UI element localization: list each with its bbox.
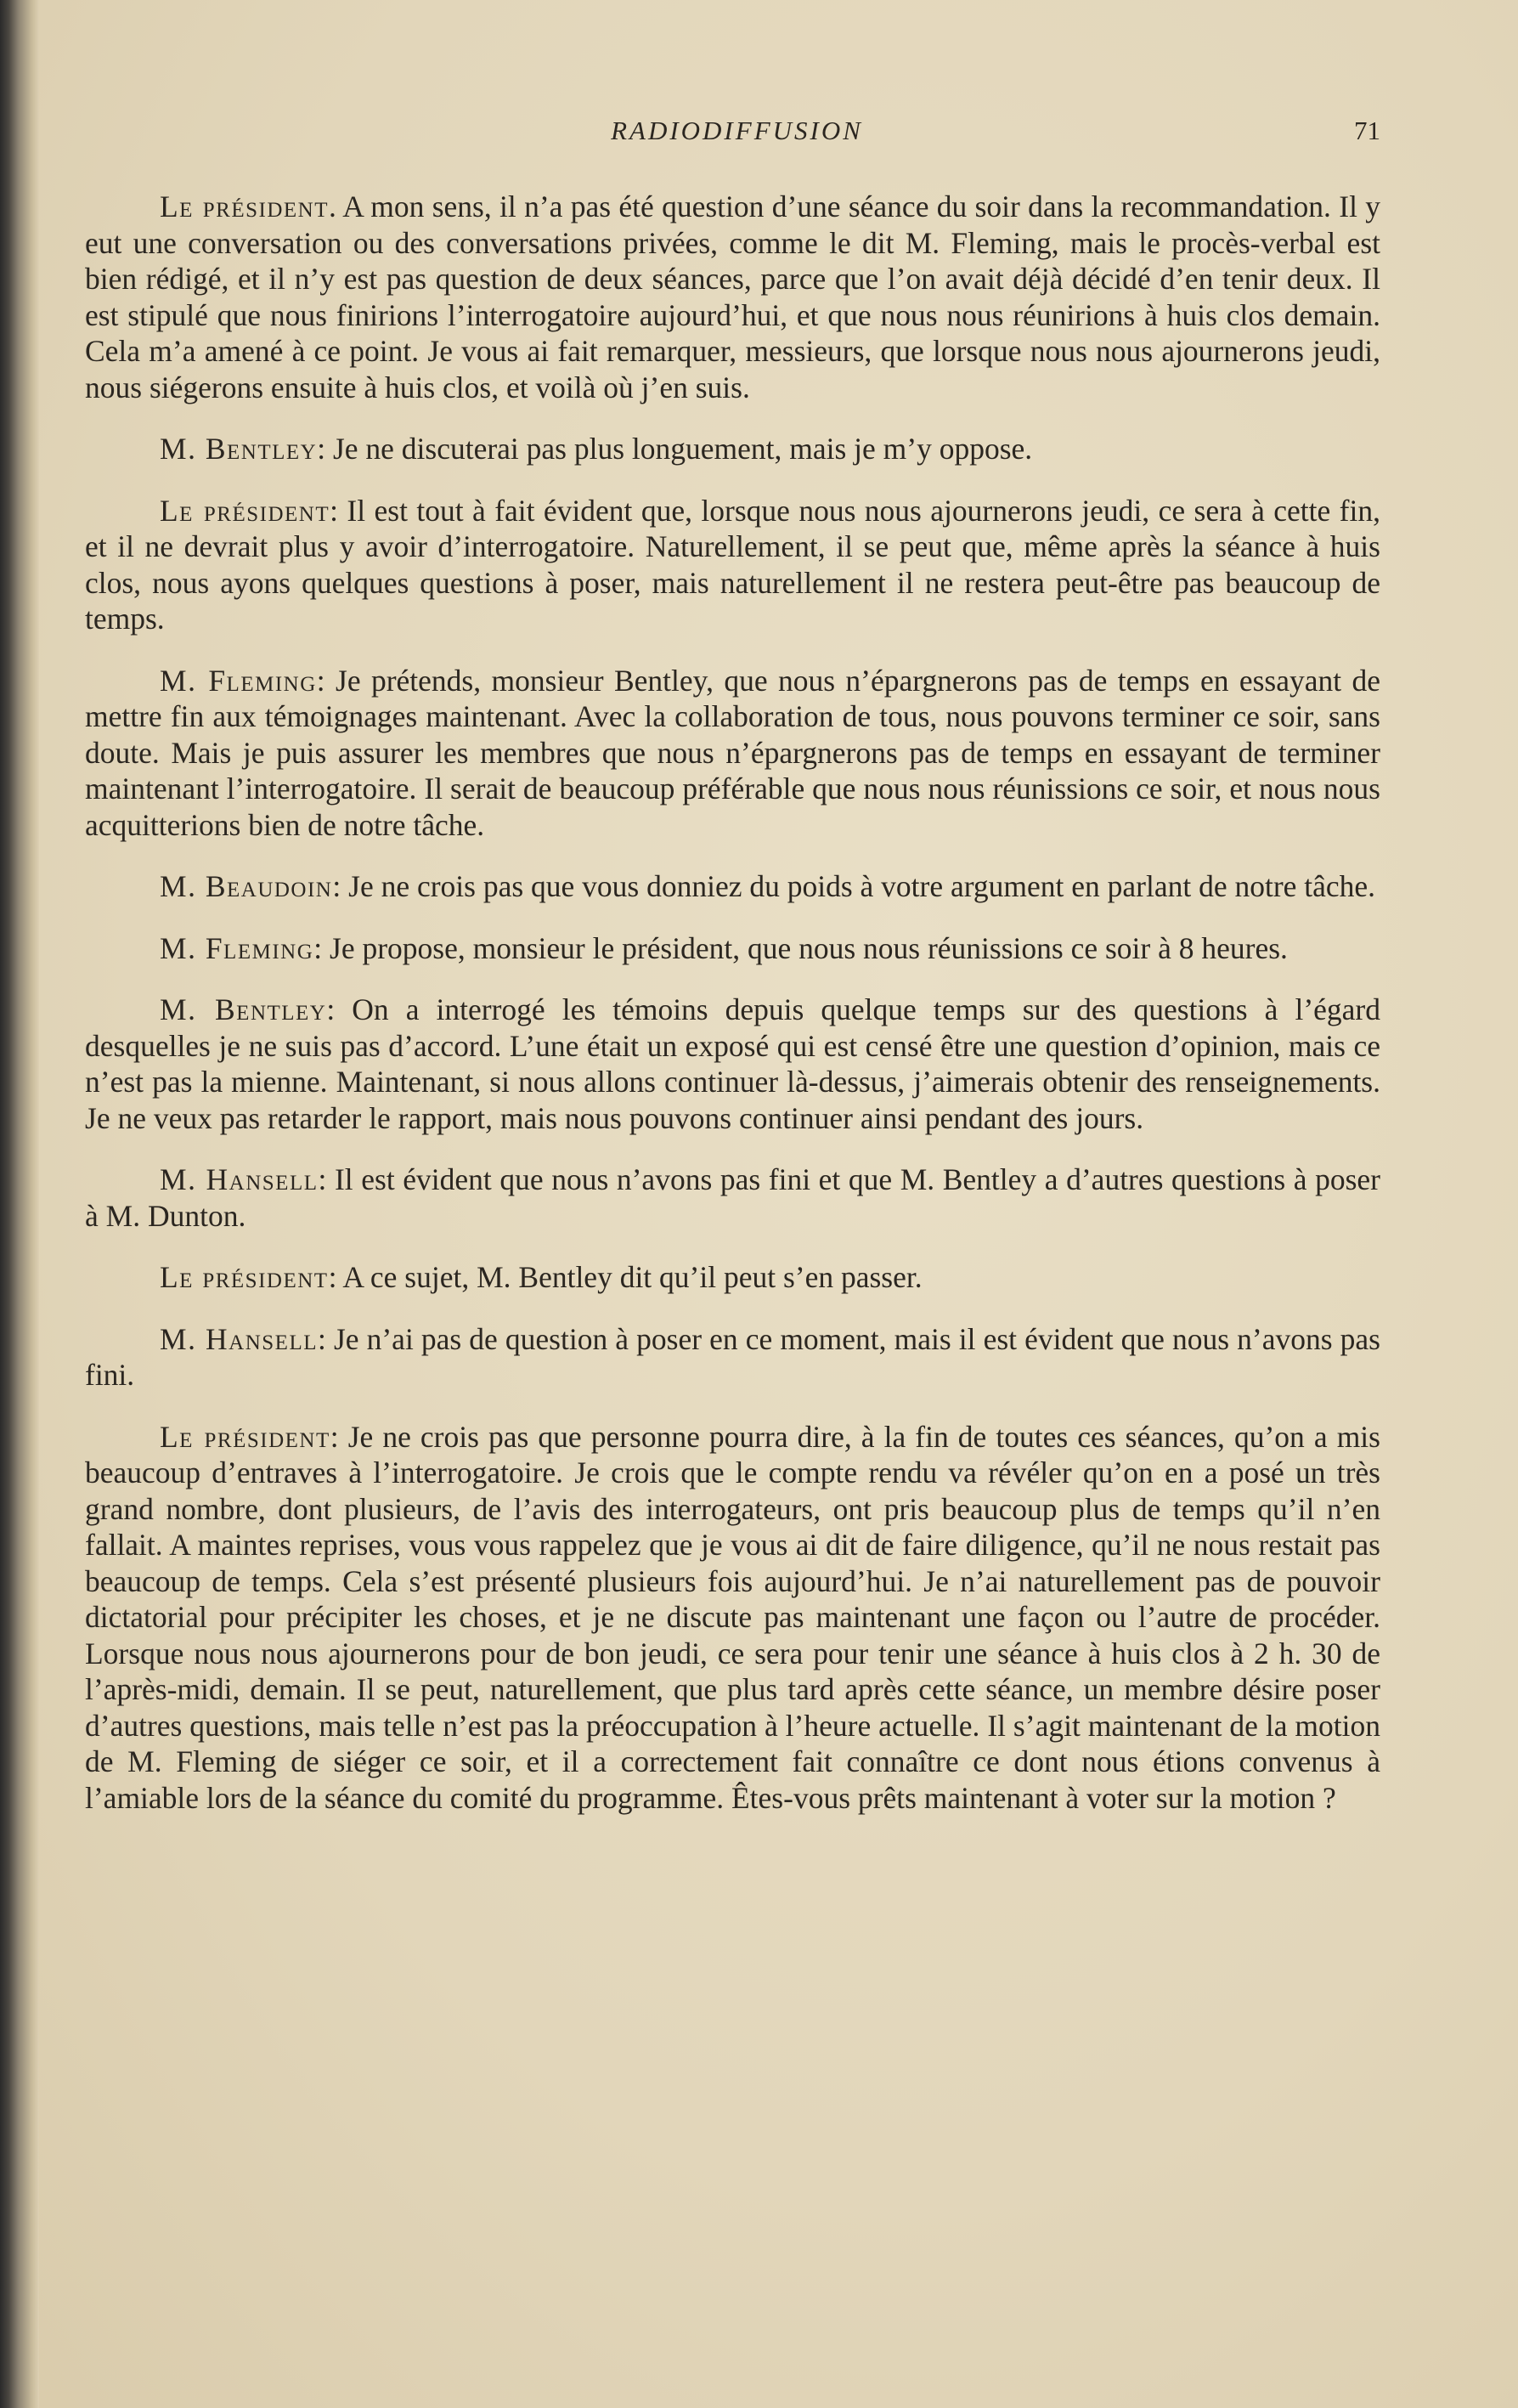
paragraph-text: Je ne discuterai pas plus longuement, mais je m’y oppose. (332, 432, 1033, 466)
paragraph-president-1 (85, 189, 1380, 405)
speaker-name: M. Fleming (160, 930, 314, 965)
paragraph-hansell-2 (85, 1321, 1380, 1393)
paragraph-president-4 (85, 1419, 1380, 1817)
speaker-name: M. Hansell (160, 1162, 319, 1196)
paragraph-text: Il est tout à fait évident que, lorsque nous nous ajournerons jeudi, ce sera à cette fin, et il ne devrait plus y avoir d’interrogatoire. Naturellement, il se peut que, même après la séance à huis clos, nous ayons quelques questions à poser, mais naturellement il ne restera peut-être pas beaucoup de temps. (85, 493, 1380, 636)
paragraph-text: On a interrogé les témoins depuis quelque temps sur des questions à l’égard desquelles je ne suis pas d’accord. L’une était un exposé qui est censé être une question d’opinion, mais ce n’est pas la mienne. Maintenant, si nous allons continuer là-dessus, j’aimerais obtenir des renseignements. Je ne veux pas retarder le rapport, mais nous pouvons continuer ainsi pendant des jours. (85, 992, 1380, 1135)
speaker-name: M. Beaudoin (160, 869, 333, 903)
paragraph-bentley-2 (85, 992, 1380, 1136)
paragraph-text: Je propose, monsieur le président, que nous nous réunissions ce soir à 8 heures. (330, 930, 1288, 965)
speaker-separator: : (313, 930, 330, 965)
speaker-name: Le président (160, 189, 330, 223)
paragraph-text: Je prétends, monsieur Bentley, que nous n’épargnerons pas de temps en essayant de mettre fin aux témoignages maintenant. Avec la collaboration de tous, nous pouvons terminer ce soir, sans doute. Mais je puis assurer les membres que nous n’épargnerons pas de temps en essayant de terminer maintenant l’interrogatoire. Il serait de beaucoup préférable que nous nous réunissions ce soir, et nous nous acquitterions bien de notre tâche. (85, 663, 1380, 842)
paragraph-text: Je ne crois pas que vous donniez du poids à votre argument en parlant de notre tâche. (348, 869, 1376, 903)
speaker-name: Le président (160, 1260, 329, 1294)
paragraph-bentley-1 (85, 431, 1380, 467)
speaker-separator: : (316, 663, 336, 698)
paragraph-text: A mon sens, il n’a pas été question d’une séance du soir dans la recommandation. Il y eut une conversation ou des conversations privées, comme le dit M. Fleming, mais le procès-verbal est bien rédigé, et il n’y est pas question de deux séances, parce que l’on avait déjà décidé d’en tenir deux. Il est stipulé que nous finirions l’interrogatoire aujourd’hui, et que nous nous réunirions à huis clos demain. Cela m’a amené à ce point. Je vous ai fait remarquer, messieurs, que lorsque nous nous ajournerons jeudi, nous siégerons ensuite à huis clos, et voilà où j’en suis. (85, 189, 1381, 404)
speaker-separator: : (318, 1162, 335, 1196)
speaker-separator: : (330, 1419, 348, 1454)
transcript-body (85, 189, 1380, 1841)
paragraph-president-2 (85, 493, 1380, 637)
paragraph-fleming-2 (85, 930, 1380, 967)
page-number: 71 (1354, 116, 1380, 145)
speaker-separator: : (330, 493, 347, 528)
speaker-name: M. Fleming (160, 663, 317, 698)
paragraph-president-3 (85, 1259, 1380, 1296)
speaker-separator: . (329, 189, 343, 223)
paragraph-text: Je ne crois pas que personne pourra dire, à la fin de toutes ces séances, qu’on a mis beaucoup d’entraves à l’interrogatoire. Je crois que le compte rendu va révéler qu’on en a posé un très grand nombre, dont plusieurs, de l’avis des interrogateurs, ont pris beaucoup plus de temps qu’il n’en fallait. A maintes reprises, vous vous rappelez que je vous ai dit de faire diligence, qu’il ne nous restait pas beaucoup de temps. Cela s’est présenté plusieurs fois aujourd’hui. Je n’ai naturellement pas de pouvoir dictatorial pour précipiter les choses, et je ne discute pas maintenant une façon ou l’autre de procéder. Lorsque nous nous ajournerons pour de bon jeudi, ce sera pour tenir une séance à huis clos à 2 h. 30 de l’après-midi, demain. Il se peut, naturellement, que plus tard après cette séance, un membre désire poser d’autres questions, mais telle n’est pas la préoccupation à l’heure actuelle. Il s’agit maintenant de la motion de M. Fleming de siéger ce soir, et il a correctement fait connaître ce dont nous étions convenus à l’amiable lors de la séance du comité du programme. Êtes-vous prêts maintenant à voter sur la motion ? (85, 1419, 1380, 1815)
running-title: RADIODIFFUSION (611, 116, 863, 145)
speaker-name: M. Bentley (160, 432, 318, 466)
speaker-separator: : (317, 432, 333, 466)
paragraph-text: A ce sujet, M. Bentley dit qu’il peut s’en passer. (342, 1260, 923, 1294)
speaker-name: M. Hansell (160, 1321, 318, 1356)
page-binding-shadow (0, 0, 39, 2408)
speaker-separator: : (318, 1321, 334, 1356)
paragraph-hansell-1 (85, 1162, 1380, 1234)
paragraph-text: Il est évident que nous n’avons pas fini et que M. Bentley a d’autres questions à poser à M. Dunton. (85, 1162, 1380, 1233)
speaker-name: Le président (160, 1419, 330, 1454)
paragraph-text: Je n’ai pas de question à poser en ce moment, mais il est évident que nous n’avons pas fini. (85, 1321, 1380, 1392)
speaker-separator: : (332, 869, 349, 903)
speaker-name: M. Bentley (160, 992, 327, 1026)
paragraph-beaudoin-1 (85, 868, 1380, 905)
paragraph-fleming-1 (85, 663, 1380, 844)
speaker-separator: : (328, 1260, 343, 1294)
speaker-name: Le président (160, 493, 330, 528)
page-header (93, 116, 1380, 158)
speaker-separator: : (326, 992, 353, 1026)
